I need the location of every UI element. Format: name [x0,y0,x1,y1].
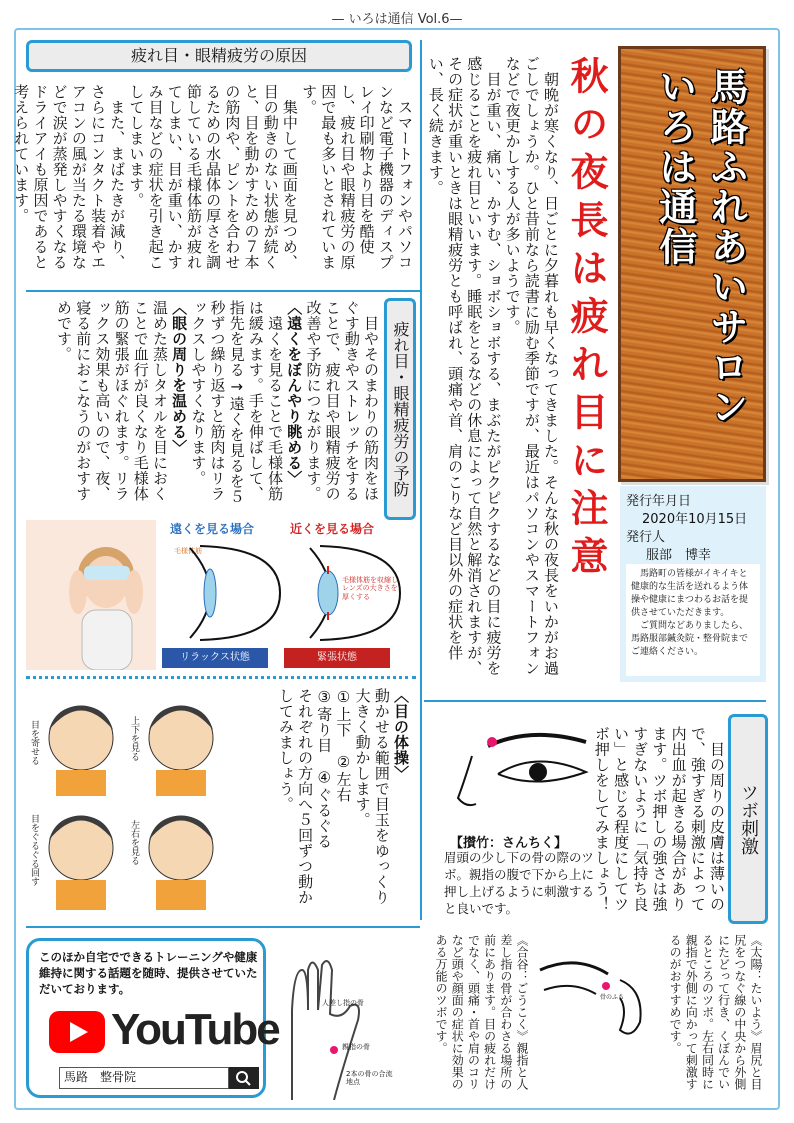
woman-towel-icon [26,520,156,670]
prevention-text [40,300,380,510]
face-label-circle: 目をぐるぐる回す [29,814,39,886]
eyebrow-point-icon [436,712,596,822]
gokoku-text: 《合谷：ごうこく》親指と人差し指の骨が合わさる場所の前にあります。目の疲れだけでなく、頭痛・首や肩のコリなど頭や顔面の症状に効果のある万能のツボです。 [434,934,529,1090]
hand-label-junction: 2本の骨の合流地点 [346,1070,393,1087]
intro-paragraph-1: 朝晩が寒くなり、日ごとに夕暮れも早くなってきました。そんな秋の夜長をいかがお過ごしでしょうか。ひと昔前なら読書に励む季節ですが、最近はパソコンやスマートフォンなどで夜更かしする人が多いようです。 [503,56,560,676]
issue-date: 2020年10月15日 [642,512,748,527]
masthead-title-line2: いろは通信 [652,67,697,267]
cause-paragraph-1: スマートフォンやパソコンなど電子機器のディスプレイ印刷物より目を酷使し、疲れ目や眼精疲労の原因で最も多いとされています。 [300,84,414,270]
search-icon [229,1067,259,1089]
hand-label-thumb: 親指の骨 [342,1043,370,1051]
exercise-paragraph-2: それぞれの方向へ５回ずつ動かしてみましょう。 [276,688,315,905]
exercise-heading: 〈目の体操〉 [392,688,410,781]
temple-point-icon [536,950,648,1060]
masthead-title [648,67,751,427]
face-label-cross: 目を寄せる [29,720,39,765]
far-label: 遠くを見る場合 [170,522,255,536]
near-note: 毛様体筋を収縮しレンズの大きさを厚くする [342,576,398,601]
exercise-text [250,688,410,910]
issue-info-box [620,486,766,682]
exercise-item-1 [333,688,352,910]
sanchiku-text: 眉頭の少し下の骨の際のツボ。親指の腹で下から上に押し上げるように刺激すると良いです。 [444,850,595,916]
eye-exercise-faces [26,686,236,916]
taiyo-mark: 骨のふち [600,994,625,1001]
youtube-text: このほか自宅でできるトレーニングや健康維持に関する話題を随時、提供させていただいております。 [39,950,258,997]
exercise-item-1-text: ①上下 [334,688,353,738]
masthead [618,46,766,482]
issue-publisher: 服部 博幸 [646,548,712,563]
exercise-item-2-text: ②左右 [334,753,353,803]
warm-towel-illustration [26,520,156,670]
cause-paragraph-3: また、まばたきが減り、さらにコンタクト装着やエアコンの風が当たる環境などで涙が蒸発しやすくなるドライアイも原因であると考えられています。 [12,84,127,270]
issue-notice: 馬路町の皆様がイキイキと健康的な生活を送れるよう体操や健康にまつわるお話を提供させていただきます。 ご質問などありましたら、馬路服部鍼灸院・整骨院までご連絡ください。 [626,564,760,676]
taiyo-text: 《太陽：たいよう》眉尻と目尻をつなぐ線の中央から外側にたどって行き、くぼんでいるところのツボ。左右同時に親指で外側に向かって刺激するのがおすすめです。 [668,934,763,1090]
issue-date-label: 発行年月日 [626,494,692,509]
youtube-box [26,938,279,1098]
youtube-play-icon[interactable] [49,1011,105,1053]
hand-illustration [272,950,398,1100]
hand-label-index: 人差し指の骨 [322,999,364,1007]
tsubo-text: 目の周りの皮膚は薄いので、強すぎる刺激によって内出血が起きる場合があります。ツボ押しの強さは強すぎないように「気持ち良い」と感じる程度にしてツボ押しをしてみましょう！ [592,726,726,912]
near-label: 近くを見る場合 [290,522,375,536]
prevention-paragraph-1: 目やそのまわりの筋肉をほぐす動きやストレッチをすることで、疲れ目や眼精疲労の改善や予防につながります。 [304,300,380,502]
prevention-heading-far: 〈遠くをぼんやり眺める〉 [285,300,304,486]
eye-focus-diagram [160,518,408,676]
page-header-title: — いろは通信 Vol.6— [331,12,463,27]
divider-cause [26,290,422,292]
face-label-updown: 上下を見る [129,716,139,761]
headline: 秋の夜長は疲れ目に注意 [564,56,608,584]
exercise-paragraph-1: 動かせる範囲で目玉をゆっくり大きく動かします。 [353,688,391,905]
face-label-leftright: 左右を見る [129,820,139,865]
column-divider [420,40,422,920]
tense-state-label: 緊張状態 [284,648,390,668]
exercise-item-2 [314,688,333,910]
relax-state-label: リラックス状態 [162,648,268,668]
divider-tsubo [424,700,766,702]
intro-paragraph-2: 目が重い、痛い、かすむ、ショボショボする、まぶたがピクピクするなどの目に疲労を感じることを疲れ目といいます。睡眠をとるなどの休息によって自然と解消されますが、その症状が重いときは眼精疲労とも呼ばれ、頭痛や首、肩のこりなど目以外の症状を伴い、長く続きます。 [426,56,503,676]
cause-paragraph-2: 集中して画面を見つめ、目の動きのない状態が続くと、目を動かすための７本の筋肉や、ピントを合わせるための水晶体の厚さを調節している毛様体筋が疲れてしまい、目が重い、かすみ目などの症状を引き起こしてしまいます。 [127,84,299,270]
divider-bottom [26,926,420,928]
prevention-paragraph-3: 温めた蒸しタオルを目におくことで血行が良くなり毛様体筋の緊張がほぐれます。リラックス効果も高いので、夜、寝る前におこなうのがおすすめです。 [55,300,169,502]
sanchiku-title: 【攅竹：さんちく】 [450,836,568,851]
prevention-title: 疲れ目・眼精疲労の予防 [384,298,416,520]
cause-text [12,84,414,280]
youtube-search-button[interactable] [229,1067,259,1089]
masthead-title-line1: 馬路ふれあいサロン [704,67,748,427]
youtube-search-input[interactable]: 馬路 整骨院 [59,1067,229,1089]
exercise-item-3-text: ③寄り目 [315,688,334,753]
youtube-logo-text: YouTube [111,1005,279,1054]
prevention-paragraph-2: 遠くを見ることで毛様体筋は緩みます。手を伸ばして、指先を見る→遠くを見るを５秒ずつ繰り返すと筋肉はリラックスしやすくなります。 [189,300,285,505]
divider-exercise [26,676,416,679]
prevention-heading-warm: 〈眼の周りを温める〉 [170,300,189,455]
tsubo-title: ツボ刺激 [728,714,768,924]
issue-publisher-label: 発行人 [626,530,666,545]
intro-text [428,56,560,686]
cause-title: 疲れ目・眼精疲労の原因 [26,40,412,72]
ciliary-label: 毛様体筋 [174,547,202,555]
sanchiku-illustration [436,712,596,822]
taiyo-illustration [536,950,648,1060]
exercise-item-4-text: ④ぐるぐる [315,768,334,849]
